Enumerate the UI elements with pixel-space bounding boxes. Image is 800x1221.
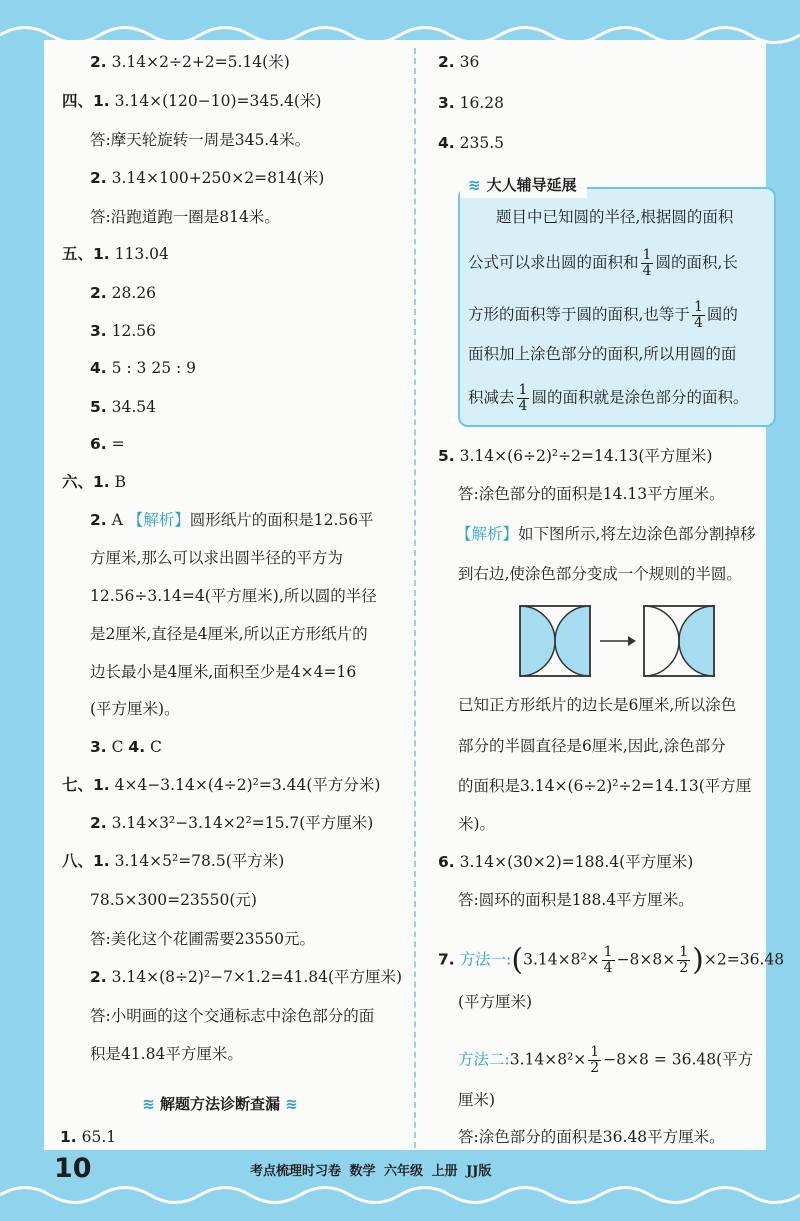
right3-line-3: 米)。 (458, 815, 496, 833)
q7-method-2: 方法二:3.14×8²× $\frac{1}{2}$ −8×8 = 36.48(平方 (458, 1044, 754, 1076)
left-line-6: 2. 28.26 (90, 284, 156, 302)
fraction: $\frac{1}{4}$ (518, 382, 528, 414)
q7-method-2-unit: 厘米) (458, 1091, 496, 1109)
square-after (644, 606, 714, 676)
right3-line-2: 的面积是3.14×(6÷2)²÷2=14.13(平方厘 (458, 777, 752, 795)
left-line-2: 答:摩天轮旋转一周是345.4米。 (90, 131, 311, 149)
arrow-icon (600, 636, 636, 646)
left-line-17: (平方厘米)。 (90, 700, 180, 718)
left-line-3: 2. 3.14×100+250×2=814(米) (90, 169, 325, 187)
left-line-12: 2. A 【解析】圆形纸片的面积是12.56平 (90, 511, 374, 529)
left-line-26: 积是41.84平方厘米。 (90, 1045, 243, 1063)
right2-line-2: 【解析】如下图所示,将左边涂色部分割掉移 (456, 525, 756, 543)
q7-method-1: 7. 方法一:(3.14×8²× $\frac{1}{4}$ −8×8× $\frac{1}{2}$ )×2=36.48 (438, 942, 785, 978)
wave-icon: ≋ (468, 176, 481, 194)
right-line-0: 2. 36 (438, 53, 480, 71)
fraction: $\frac{1}{4}$ (603, 944, 613, 976)
box-line-5: 积减去 $\frac{1}{4}$ 圆的面积就是涂色部分的面积。 (468, 382, 749, 414)
fraction: $\frac{1}{4}$ (693, 299, 703, 331)
left-line-8: 4. 5 : 3 25 : 9 (90, 359, 197, 377)
section-title: ≋ 解题方法诊断查漏 ≋ (142, 1095, 298, 1113)
column-divider (414, 48, 416, 1148)
left-line-10: 6. = (90, 435, 125, 453)
box-line-2: 公式可以求出圆的面积和 $\frac{1}{4}$ 圆的面积,长 (468, 247, 738, 279)
left-line-7: 3. 12.56 (90, 322, 156, 340)
right3-line-1: 部分的半圆直径是6厘米,因此,涂色部分 (458, 737, 726, 755)
q7-method-1-unit: (平方厘米) (458, 993, 533, 1011)
left-line-18: 3. C 4. C (90, 738, 162, 756)
semicircle-diagram (518, 604, 718, 678)
left-line-20: 2. 3.14×3²−3.14×2²=15.7(平方厘米) (90, 814, 374, 832)
left-line-23: 答:美化这个花圃需要23550元。 (90, 930, 316, 948)
box-line-4: 面积加上涂色部分的面积,所以用圆的面 (468, 345, 737, 363)
box-line-1: 题目中已知圆的半径,根据圆的面积 (496, 208, 734, 226)
box-line-3: 方形的面积等于圆的面积,也等于 $\frac{1}{4}$ 圆的 (468, 299, 738, 331)
left-line-21: 八、1. 3.14×5²=78.5(平方米) (62, 852, 285, 870)
left-line-4: 答:沿跑道跑一圈是814米。 (90, 208, 280, 226)
left-line-25: 答:小明画的这个交通标志中涂色部分的面 (90, 1007, 375, 1025)
right2-line-0: 5. 3.14×(6÷2)²÷2=14.13(平方厘米) (438, 447, 713, 465)
tutoring-box-title: ≋ 大人辅导延展 (460, 172, 587, 198)
right2-line-3: 到右边,使涂色部分变成一个规则的半圆。 (458, 565, 742, 583)
right3-line-5: 答:圆环的面积是188.4平方厘米。 (458, 891, 694, 909)
wave-icon: ≋ (142, 1095, 160, 1113)
right3-line-0: 已知正方形纸片的边长是6厘米,所以涂色 (458, 696, 737, 714)
left-line-15: 是2厘米,直径是4厘米,所以正方形纸片的 (90, 625, 368, 643)
right-line-1: 3. 16.28 (438, 94, 504, 112)
footer-text: 考点梳理时习卷 数学 六年级 上册 JJ版 (250, 1164, 492, 1179)
left-line-0: 2. 3.14×2÷2+2=5.14(米) (90, 53, 290, 71)
left-line-16: 边长最小是4厘米,面积至少是4×4=16 (90, 663, 357, 681)
left-line-13: 方厘米,那么可以求出圆半径的平方为 (90, 549, 343, 567)
fraction: $\frac{1}{2}$ (590, 1044, 600, 1076)
bottom-wave-decoration (0, 1180, 800, 1210)
section-first-line: 1. 65.1 (60, 1128, 117, 1146)
left-line-9: 5. 34.54 (90, 398, 156, 416)
left-line-14: 12.56÷3.14=4(平方厘米),所以圆的半径 (90, 587, 377, 605)
right2-line-1: 答:涂色部分的面积是14.13平方厘米。 (458, 485, 725, 503)
left-line-24: 2. 3.14×(8÷2)²−7×1.2=41.84(平方厘米) (90, 968, 403, 986)
wave-icon: ≋ (280, 1095, 298, 1113)
left-line-22: 78.5×300=23550(元) (90, 891, 257, 909)
fraction: $\frac{1}{2}$ (679, 944, 689, 976)
left-line-11: 六、1. B (62, 473, 127, 491)
left-line-19: 七、1. 4×4−3.14×(4÷2)²=3.44(平方分米) (62, 776, 381, 794)
page-number: 10 (54, 1153, 92, 1184)
right-line-2: 4. 235.5 (438, 134, 504, 152)
q7-answer: 答:涂色部分的面积是36.48平方厘米。 (458, 1128, 725, 1146)
square-before (520, 606, 590, 676)
left-line-5: 五、1. 113.04 (62, 245, 169, 263)
fraction: $\frac{1}{4}$ (642, 247, 652, 279)
right3-line-4: 6. 3.14×(30×2)=188.4(平方厘米) (438, 853, 694, 871)
left-line-1: 四、1. 3.14×(120−10)=345.4(米) (62, 92, 322, 110)
